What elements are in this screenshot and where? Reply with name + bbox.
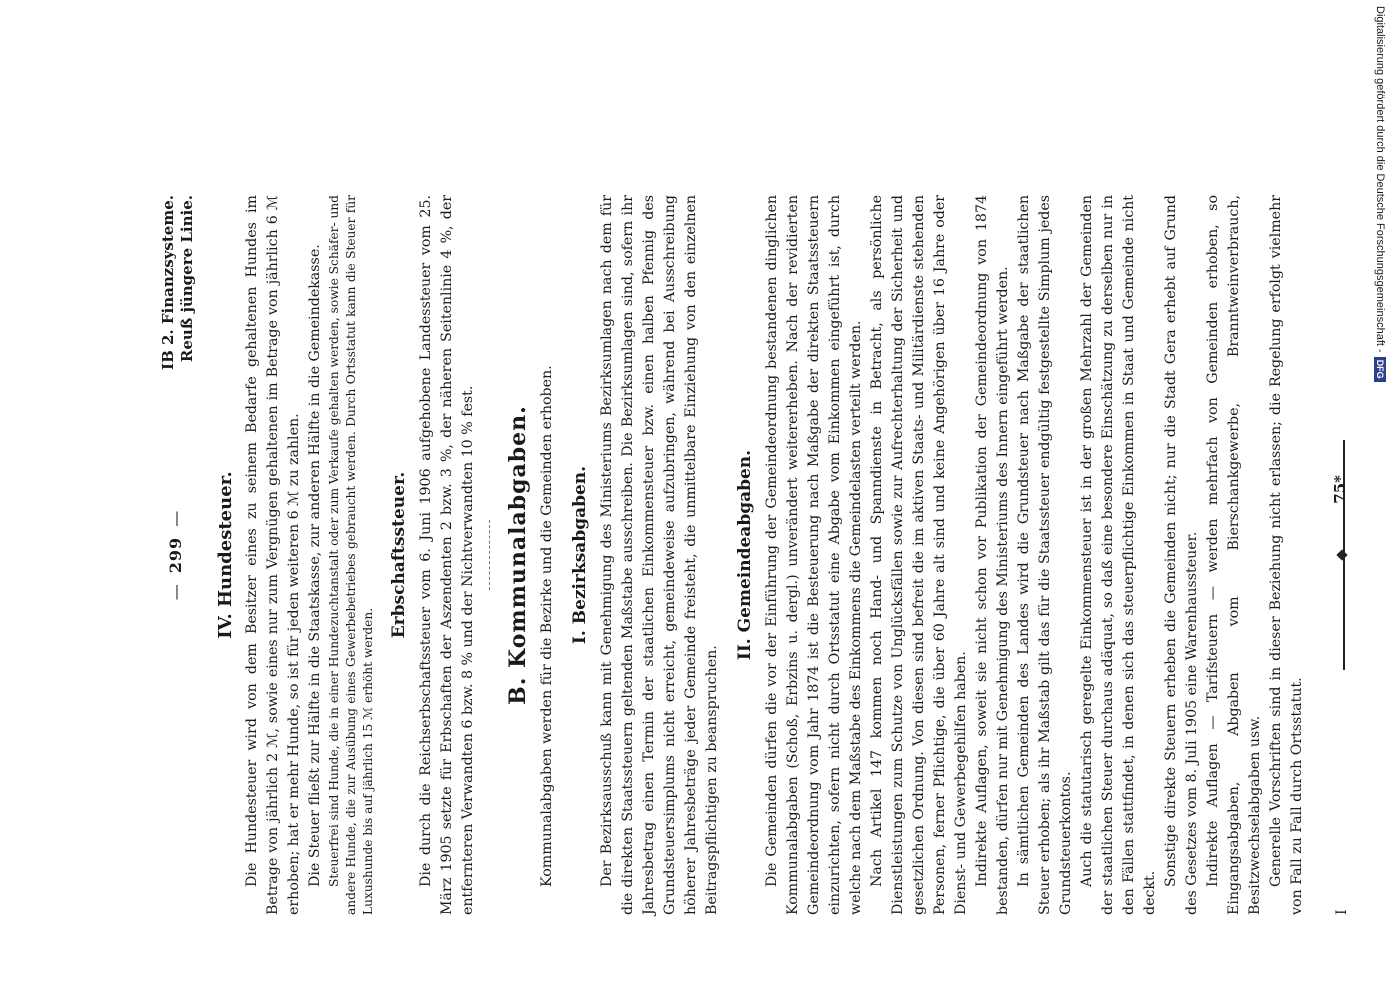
- page-number-rule-left: —: [166, 583, 185, 601]
- page-number-value: 299: [166, 536, 185, 574]
- signature-mark: I: [1334, 909, 1350, 915]
- paragraph: In sämtlichen Gemeinden des Landes wird die Grundsteuer nach Maßgabe der staatlichen Steuer erhoben; als ihr Maßstab gilt das für die Staatssteuer endgültig festgestellte Simplum jedes Grundsteuerkontos.: [1016, 195, 1074, 915]
- paragraph: Die durch die Reichserbschaftssteuer vom 6. Juni 1906 aufgehobene Landessteuer vom 25. März 1905 setzte für Erbschaften der Aszendenten 2 bzw. 3 %, der näheren Seitenlinie 4 %, der entfernteren Verwandten 6 bzw. 8 % und der Nichtverwandten 10 % fest.: [418, 195, 476, 915]
- running-head: [159, 195, 211, 915]
- paragraph: Die Hundesteuer wird von dem Besitzer eines zu seinem Bedarfe gehaltenen Hundes im Betrage von jährlich 2 ℳ, sowie eines nur zum Vergnügen gehaltenen im Betrage von jährlich 6 ℳ erhoben; hat er mehr Hunde, so ist für jeden weiteren 6 ℳ zu zahlen.: [244, 195, 302, 915]
- sheet-number: 75*: [1331, 475, 1349, 504]
- paragraph: Sonstige direkte Steuern erheben die Gemeinden nicht; nur die Stadt Gera erhebt auf Grund des Gesetzes vom 8. Juli 1905 eine Warenhaussteuer.: [1163, 195, 1200, 915]
- section-heading-bezirksabgaben: I. Bezirksabgaben.: [570, 465, 590, 645]
- paragraph: Generelle Vorschriften sind in dieser Beziehung nicht erlassen; die Regelung erfolgt vielmehr von Fall zu Fall durch Ortsstatut.: [1268, 195, 1305, 915]
- rotated-book-page: [145, 175, 1350, 925]
- section-heading-gemeindeabgaben: II. Gemeindeabgaben.: [735, 449, 755, 661]
- paragraph: Die Gemeinden dürfen die vor der Einführung der Gemeindeordnung bestandenen dinglichen Kommunalabgaben (Schoß, Erbzins u. dergl.) unverändert weitererheben. Nach der revidierten Gemeindeordnung vom Jahr 1874 ist die Besteuerung nach Maßgabe der direkten Staatssteuern einzurichten, sofern nicht durch Ortsstatut eine Abgabe vom Einkommen eingeführt ist, durch welche nach dem Maßstabe des Einkommens die Gemeindelasten verteilt werden.: [764, 195, 864, 915]
- page-number: [165, 500, 186, 610]
- digitization-note-text-wrap: [1369, 6, 1391, 391]
- page-footer: [1324, 195, 1364, 915]
- page-number-rule-right: —: [166, 509, 185, 527]
- paragraph: Indirekte Auflagen, soweit sie nicht schon vor Publikation der Gemeindeordnung von 1874 bestanden, dürfen nur mit Genehmigung des Ministeriums des Innern eingeführt werden.: [974, 195, 1011, 915]
- part-heading-kommunalabgaben: B. Kommunalabgaben.: [505, 405, 531, 705]
- series-title-line: [159, 195, 178, 370]
- digitization-note-text: Digitalisierung gefördert durch die Deutsche Forschungsgemeinschaft -: [1374, 6, 1386, 353]
- series-subtitle: Reuß jüngere Linie.: [178, 195, 196, 363]
- paragraph: Nach Artikel 147 kommen noch Hand- und Spanndienste in Betracht, als persönliche Dienstleistungen zum Schutze von Unglücksfällen sowie zur Aufrechterhaltung der Sicherheit und gesetzlichen Ordnung. Von diesen sind befreit die im aktiven Staats- und Militärdienste stehenden Personen, ferner Pflichtige, die über 60 Jahre alt sind und keine Angehörigen über 16 Jahre oder Dienst- und Gewerbegehilfen haben.: [869, 195, 969, 915]
- paragraph: Die Steuer fließt zur Hälfte in die Staatskasse, zur anderen Hälfte in die Gemeindekasse.: [307, 244, 323, 887]
- dfg-logo: DFG: [1374, 357, 1386, 382]
- section-heading-erbschaftssteuer: Erbschaftssteuer.: [389, 471, 409, 639]
- paragraph: Auch die statutarisch geregelte Einkommensteuer ist in der großen Mehrzahl der Gemeinden der staatlichen Steuer durchaus adäquat, so daß eine besondere Einschätzung zu derselben nur in den Fällen stattfindet, in denen sich das steuerpflichtige Einkommen in Staat und Gemeinde nicht deckt.: [1079, 195, 1158, 915]
- paragraph: Der Bezirksausschuß kann mit Genehmigung des Ministeriums Bezirksumlagen nach dem für die direkten Staatssteuern geltenden Maßstabe ausschreiben. Die Bezirksumlagen sind, sofern ihr Jahresbetrag einen Termin der staatlichen Einkommensteuer bzw. einen halben Pfennig des Grundsteuersimplums nicht erreicht, gemeindeweise aufzubringen, während bei Ausschreibung höherer Jahresbeträge jeder Gemeinde freisteht, die unmittelbare Einziehung von den einzelnen Beitragspflichtigen zu beanspruchen.: [599, 195, 720, 915]
- section-heading-hundesteuer: IV. Hundesteuer.: [215, 471, 236, 639]
- series-code: IB 2.: [159, 329, 177, 370]
- divider: [489, 520, 490, 590]
- paragraph-small: Steuerfrei sind Hunde, die in einer Hundezuchtanstalt oder zum Verkaufe gehalten werden, sowie Schäfer- und andere Hunde, die zur Ausübung eines Gewerbebetriebes gebraucht werden. Durch Ortsstatut kann die Steuer für Luxushunde bis auf jährlich 15 ℳ erhöht werden.: [327, 195, 375, 915]
- paragraph: Indirekte Auflagen — Tarifsteuern — werden mehrfach von Gemeinden erhoben, so Eingangsabgaben, Abgaben vom Bierschankgewerbe, Branntweinverbrauch, Besitzwechselabgaben usw.: [1205, 195, 1263, 915]
- series-head: [159, 195, 197, 370]
- series-title: Finanzsysteme.: [159, 195, 177, 325]
- digitization-note: [1369, 6, 1391, 391]
- paragraph: Kommunalabgaben werden für die Bezirke und die Gemeinden erhoben.: [539, 365, 555, 887]
